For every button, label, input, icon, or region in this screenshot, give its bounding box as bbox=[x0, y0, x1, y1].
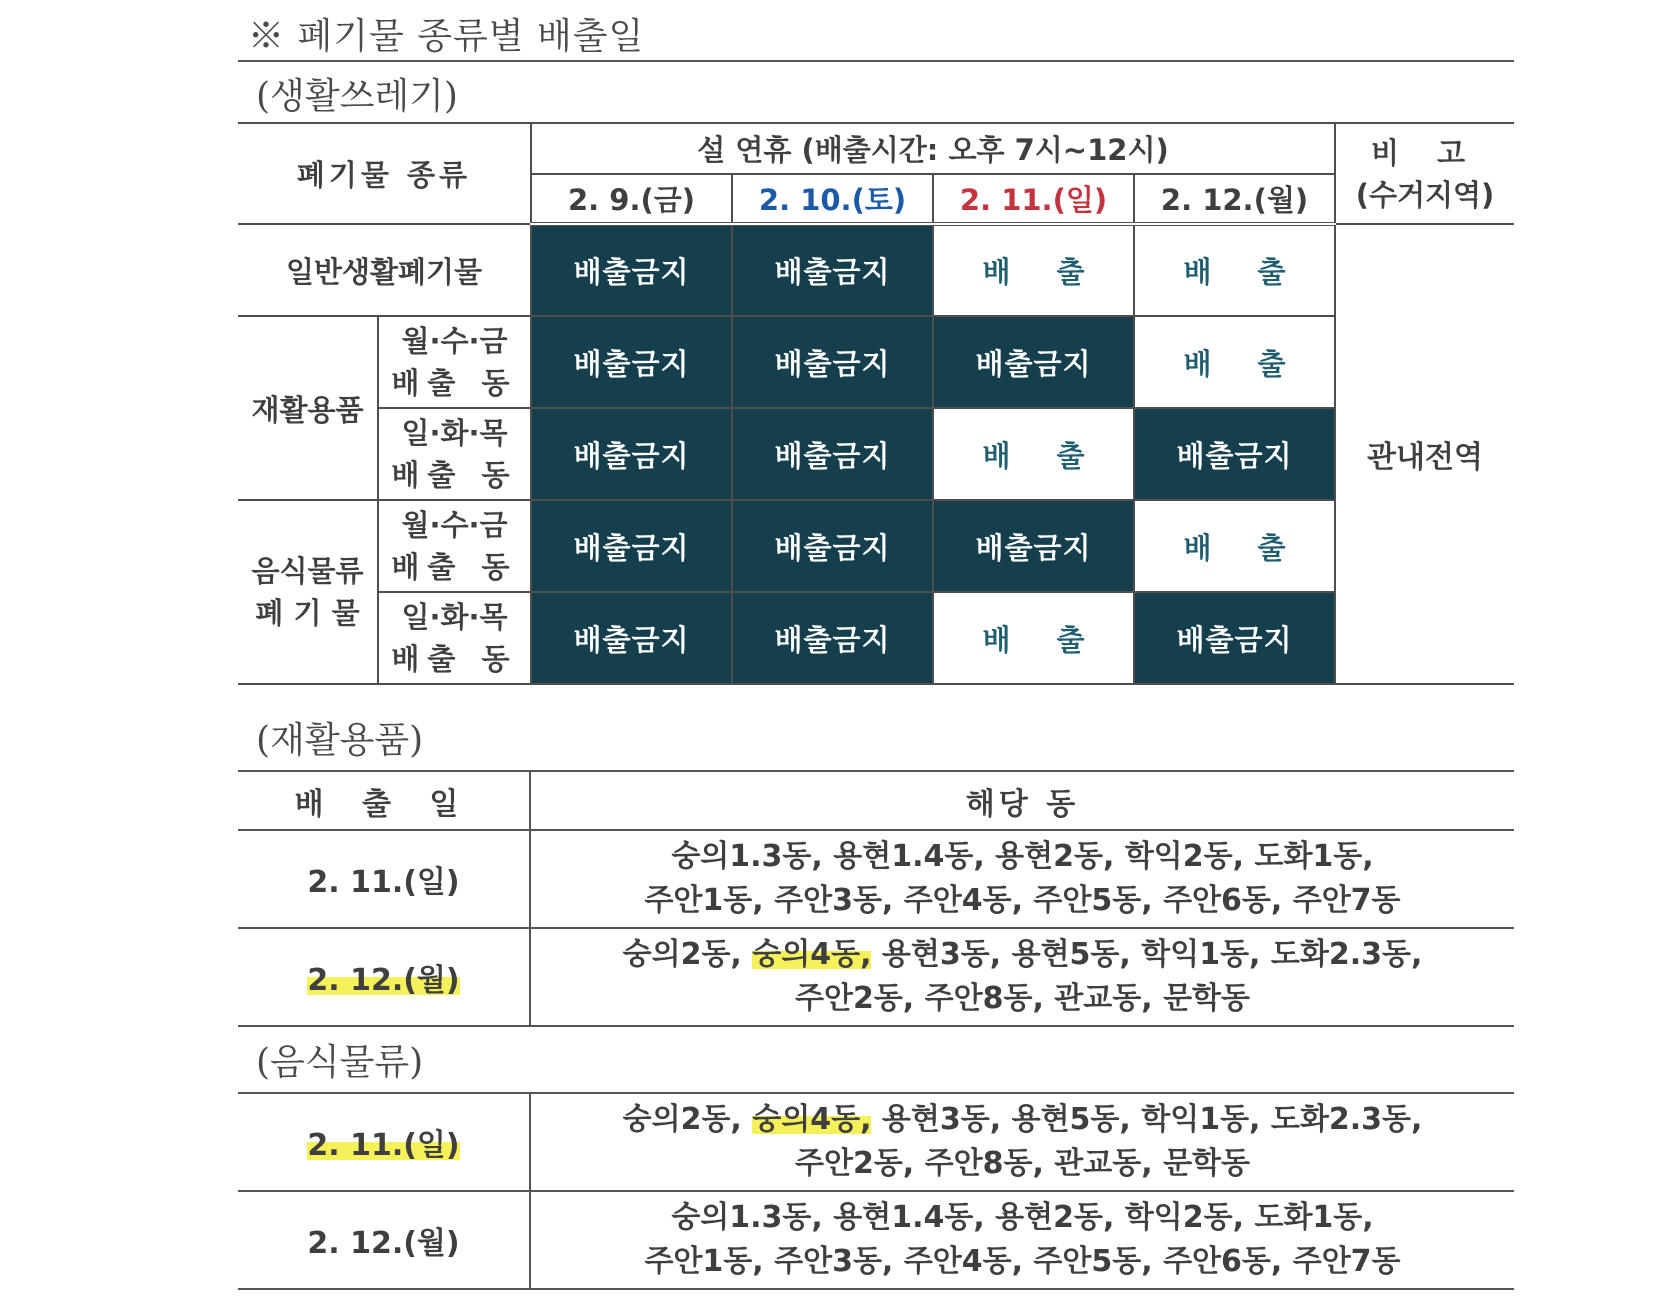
disposal-allowed-cell: 배 출 bbox=[933, 592, 1134, 684]
group-days: 월·수·금 bbox=[401, 508, 508, 542]
date-header-0: 2. 9.(금) bbox=[531, 174, 732, 224]
recycle-row-areas bbox=[530, 830, 1514, 928]
area-line: 주안2동, 주안8동, 관교동, 문학동 bbox=[794, 981, 1251, 1016]
row-label-general: 일반생활폐기물 bbox=[238, 224, 531, 316]
area-text: 용현3동, 용현5동, 학익1동, 도화2.3동, bbox=[871, 1102, 1423, 1137]
area-text: 숭의2동, bbox=[622, 1102, 753, 1137]
recycle-area-table bbox=[238, 770, 1514, 1027]
area-text: 용현3동, 용현5동, 학익1동, 도화2.3동, bbox=[871, 937, 1423, 972]
row-label-recycle: 재활용품 bbox=[238, 316, 378, 500]
food-label-line1: 음식물류 bbox=[251, 554, 364, 588]
disposal-banned-cell: 배출금지 bbox=[732, 592, 933, 684]
date-header-3: 2. 12.(월) bbox=[1134, 174, 1335, 224]
disposal-allowed-cell: 배 출 bbox=[1134, 224, 1335, 316]
food-row-date: 2. 12.(월) bbox=[238, 1191, 530, 1289]
area-line: 주안1동, 주안3동, 주안4동, 주안5동, 주안6동, 주안7동 bbox=[644, 883, 1401, 918]
disposal-allowed-cell: 배 출 bbox=[1134, 316, 1335, 408]
section-household-title: (생활쓰레기) bbox=[256, 76, 458, 117]
area-line: 숭의1.3동, 용현1.4동, 용현2동, 학익2동, 도화1동, bbox=[671, 1200, 1374, 1235]
food-area-table bbox=[238, 1092, 1514, 1290]
highlighted-area: 숭의4동, bbox=[752, 937, 872, 972]
disposal-banned-cell: 배출금지 bbox=[531, 500, 732, 592]
waste-type-header: 폐기물 종류 bbox=[238, 123, 531, 224]
disposal-banned-cell: 배출금지 bbox=[732, 408, 933, 500]
area-line: 숭의1.3동, 용현1.4동, 용현2동, 학익2동, 도화1동, bbox=[671, 839, 1374, 874]
food-label-line2: 폐 기 물 bbox=[255, 596, 360, 630]
page-title: ※ 폐기물 종류별 배출일 bbox=[248, 16, 645, 57]
disposal-banned-cell: 배출금지 bbox=[531, 592, 732, 684]
recycle-mon-group bbox=[378, 316, 531, 408]
date-header-2: 2. 11.(일) bbox=[933, 174, 1134, 224]
recycle-row-date bbox=[238, 928, 530, 1026]
recycle-row-date: 2. 11.(일) bbox=[238, 830, 530, 928]
area-line bbox=[531, 933, 1514, 977]
disposal-banned-cell: 배출금지 bbox=[531, 224, 732, 316]
group-days: 월·수·금 bbox=[401, 324, 508, 358]
section-recycle-title: (재활용품) bbox=[256, 720, 424, 761]
food-mon-group bbox=[378, 500, 531, 592]
recycle-sun-group bbox=[378, 408, 531, 500]
holiday-header: 설 연휴 (배출시간: 오후 7시~12시) bbox=[531, 123, 1335, 174]
group-days: 일·화·목 bbox=[401, 600, 508, 634]
disposal-banned-cell: 배출금지 bbox=[1134, 592, 1335, 684]
group-suffix: 배출 동 bbox=[391, 550, 518, 584]
disposal-allowed-cell: 배 출 bbox=[933, 408, 1134, 500]
area-text: 숭의2동, bbox=[622, 937, 753, 972]
disposal-banned-cell: 배출금지 bbox=[933, 500, 1134, 592]
remarks-label: 비 고 bbox=[1370, 135, 1480, 170]
remarks-sublabel: (수거지역) bbox=[1355, 177, 1495, 212]
highlighted-area: 숭의4동, bbox=[752, 1102, 872, 1137]
recycle-col-area: 해당 동 bbox=[530, 771, 1514, 830]
disposal-banned-cell: 배출금지 bbox=[732, 316, 933, 408]
group-suffix: 배출 동 bbox=[391, 458, 518, 492]
group-days: 일·화·목 bbox=[401, 416, 508, 450]
disposal-allowed-cell: 배 출 bbox=[933, 224, 1134, 316]
title-rule bbox=[238, 60, 1514, 62]
remark-cell: 관내전역 bbox=[1335, 224, 1514, 684]
disposal-allowed-cell: 배 출 bbox=[1134, 500, 1335, 592]
schedule-table bbox=[238, 122, 1514, 685]
disposal-banned-cell: 배출금지 bbox=[1134, 408, 1335, 500]
area-line bbox=[531, 1098, 1514, 1142]
food-row-date bbox=[238, 1093, 530, 1191]
food-row-areas bbox=[530, 1191, 1514, 1289]
date-header-1: 2. 10.(토) bbox=[732, 174, 933, 224]
highlighted-date: 2. 11.(일) bbox=[307, 1128, 460, 1163]
food-sun-group bbox=[378, 592, 531, 684]
disposal-banned-cell: 배출금지 bbox=[732, 224, 933, 316]
section-food-title: (음식물류) bbox=[256, 1042, 424, 1083]
remarks-header bbox=[1335, 123, 1514, 224]
food-row-areas bbox=[530, 1093, 1514, 1191]
area-line: 주안2동, 주안8동, 관교동, 문학동 bbox=[794, 1146, 1251, 1181]
recycle-col-date: 배 출 일 bbox=[238, 771, 530, 830]
disposal-banned-cell: 배출금지 bbox=[933, 316, 1134, 408]
area-line: 주안1동, 주안3동, 주안4동, 주안5동, 주안6동, 주안7동 bbox=[644, 1244, 1401, 1279]
recycle-row-areas bbox=[530, 928, 1514, 1026]
disposal-banned-cell: 배출금지 bbox=[732, 500, 933, 592]
group-suffix: 배출 동 bbox=[391, 366, 518, 400]
disposal-banned-cell: 배출금지 bbox=[531, 408, 732, 500]
row-label-food bbox=[238, 500, 378, 684]
disposal-banned-cell: 배출금지 bbox=[531, 316, 732, 408]
highlighted-date: 2. 12.(월) bbox=[307, 963, 460, 998]
group-suffix: 배출 동 bbox=[391, 642, 518, 676]
